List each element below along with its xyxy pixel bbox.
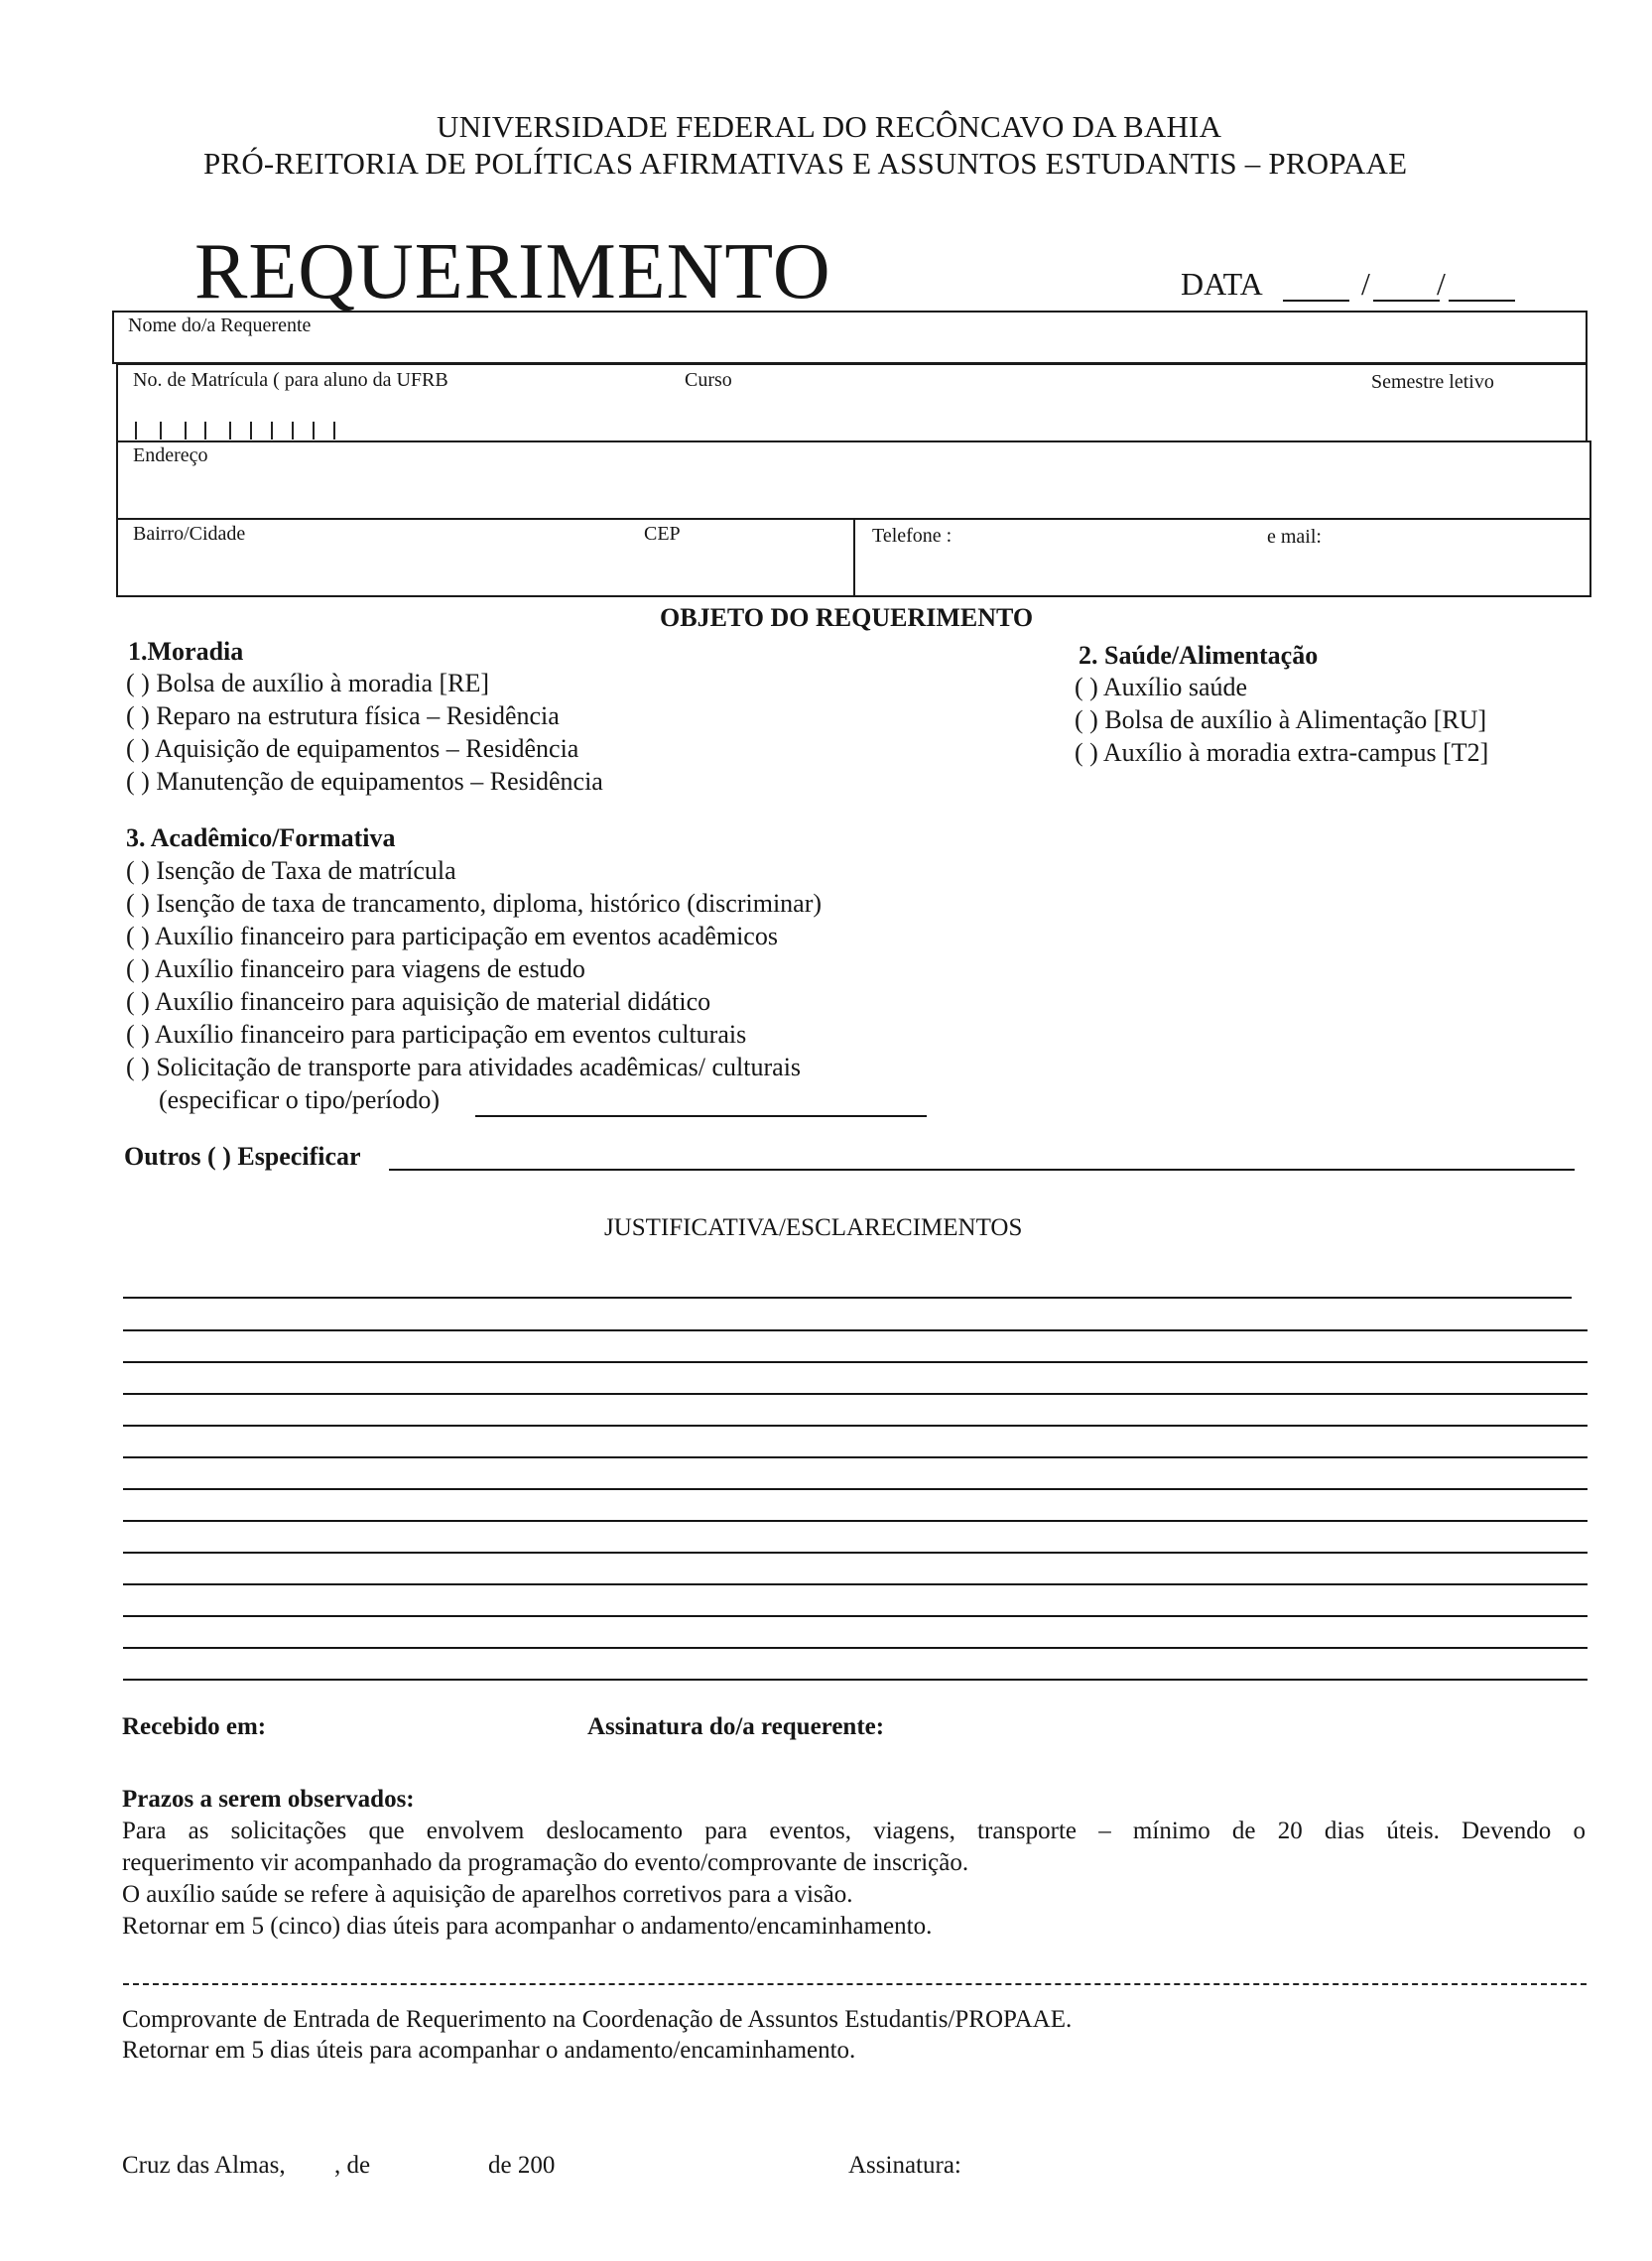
prazos-text: requerimento vir acompanhado da programação do evento/comprovante de inscrição.: [122, 1849, 969, 1876]
justificativa-heading: JUSTIFICATIVA/ESCLARECIMENTOS: [604, 1214, 1023, 1241]
outros-specify-blank[interactable]: [389, 1169, 1575, 1171]
checkbox-icon[interactable]: ( ): [126, 954, 150, 983]
day-separator: , de: [334, 2152, 371, 2179]
institution-name: UNIVERSIDADE FEDERAL DO RECÔNCAVO DA BAHIA: [437, 109, 1222, 144]
telefone-label: Telefone :: [872, 525, 953, 547]
department-name: PRÓ-REITORIA DE POLÍTICAS AFIRMATIVAS E ASSUNTOS ESTUDANTIS – PROPAAE: [203, 146, 1408, 181]
comprovante-text: Comprovante de Entrada de Requerimento na Coordenação de Assuntos Estudantis/PROPAAE.: [122, 2006, 1073, 2033]
section-academico-title: 3. Acadêmico/Formativa: [126, 823, 396, 852]
tear-off-divider: [123, 1983, 1587, 1985]
matricula-row: [116, 362, 1588, 442]
contact-row: [116, 518, 1591, 597]
assinatura-label: Assinatura:: [848, 2152, 961, 2179]
comprovante-return-text: Retornar em 5 dias úteis para acompanhar o andamento/encaminhamento.: [122, 2037, 856, 2064]
city-label: Cruz das Almas,: [122, 2152, 286, 2179]
option-bolsa-alimentacao[interactable]: ( ) Bolsa de auxílio à Alimentação [RU]: [1075, 705, 1487, 734]
option-manutencao-equip[interactable]: ( ) Manutenção de equipamentos – Residência: [126, 767, 603, 796]
option-material-didatico[interactable]: ( ) Auxílio financeiro para aquisição de material didático: [126, 987, 711, 1016]
curso-label: Curso: [685, 369, 732, 391]
column-divider: [853, 520, 855, 595]
checkbox-icon[interactable]: ( ): [1075, 673, 1098, 701]
option-viagens-estudo[interactable]: ( ) Auxílio financeiro para viagens de estudo: [126, 954, 585, 983]
matricula-label: No. de Matrícula ( para aluno da UFRB: [133, 369, 448, 391]
prazos-text: Retornar em 5 (cinco) dias úteis para acompanhar o andamento/encaminhamento.: [122, 1913, 933, 1940]
prazos-heading: Prazos a serem observados:: [122, 1786, 415, 1813]
checkbox-icon[interactable]: ( ): [126, 889, 150, 918]
email-label: e mail:: [1267, 526, 1322, 548]
date-day-blank[interactable]: [1283, 300, 1349, 302]
option-moradia-extra[interactable]: ( ) Auxílio à moradia extra-campus [T2]: [1075, 738, 1489, 767]
date-separator: /: [1361, 266, 1370, 302]
checkbox-icon[interactable]: ( ): [126, 856, 150, 885]
page-title: REQUERIMENTO: [194, 228, 831, 315]
endereco-label: Endereço: [133, 444, 208, 466]
checkbox-icon[interactable]: ( ): [126, 767, 150, 796]
option-transporte[interactable]: ( ) Solicitação de transporte para atividades acadêmicas/ culturais: [126, 1053, 802, 1081]
checkbox-icon[interactable]: ( ): [1075, 738, 1098, 767]
option-eventos-academicos[interactable]: ( ) Auxílio financeiro para participação em eventos acadêmicos: [126, 922, 778, 950]
specify-transport-label: (especificar o tipo/período): [159, 1085, 440, 1114]
name-field[interactable]: [112, 311, 1588, 364]
option-eventos-culturais[interactable]: ( ) Auxílio financeiro para participação em eventos culturais: [126, 1020, 747, 1049]
section-moradia-title: 1.Moradia: [128, 637, 244, 666]
checkbox-icon[interactable]: ( ): [126, 734, 150, 763]
prazos-text: O auxílio saúde se refere à aquisição de aparelhos corretivos para a visão.: [122, 1881, 853, 1908]
checkbox-icon[interactable]: ( ): [126, 669, 150, 697]
option-aquisicao-equip[interactable]: ( ) Aquisição de equipamentos – Residência: [126, 734, 579, 763]
bairro-label: Bairro/Cidade: [133, 523, 246, 545]
checkbox-icon[interactable]: ( ): [126, 1020, 150, 1049]
option-isencao-matricula[interactable]: ( ) Isenção de Taxa de matrícula: [126, 856, 456, 885]
year-prefix: de 200: [488, 2152, 556, 2179]
checkbox-icon[interactable]: ( ): [126, 922, 150, 950]
cep-label: CEP: [644, 523, 681, 545]
prazos-text: Para as solicitações que envolvem deslocamento para eventos, viagens, transporte – mínimo de 20 dias úteis. Devendo o: [122, 1818, 1586, 1844]
name-label: Nome do/a Requerente: [128, 314, 312, 336]
option-auxilio-saude[interactable]: ( ) Auxílio saúde: [1075, 673, 1248, 701]
option-isencao-trancamento[interactable]: ( ) Isenção de taxa de trancamento, diploma, histórico (discriminar): [126, 889, 823, 918]
date-year-blank[interactable]: [1449, 300, 1515, 302]
checkbox-icon[interactable]: ( ): [126, 1053, 150, 1081]
semestre-label: Semestre letivo: [1371, 371, 1494, 393]
recebido-label: Recebido em:: [122, 1713, 267, 1740]
checkbox-icon[interactable]: ( ): [1075, 705, 1098, 734]
specify-transport-blank[interactable]: [475, 1115, 927, 1117]
date-month-blank[interactable]: [1373, 300, 1440, 302]
option-reparo[interactable]: ( ) Reparo na estrutura física – Residência: [126, 701, 560, 730]
checkbox-icon[interactable]: ( ): [126, 701, 150, 730]
date-separator: /: [1437, 266, 1446, 302]
checkbox-icon[interactable]: ( ): [126, 987, 150, 1016]
objeto-heading: OBJETO DO REQUERIMENTO: [660, 603, 1034, 632]
section-saude-title: 2. Saúde/Alimentação: [1079, 641, 1319, 670]
option-bolsa-moradia[interactable]: ( ) Bolsa de auxílio à moradia [RE]: [126, 669, 490, 697]
assinatura-requerente-label: Assinatura do/a requerente:: [587, 1713, 885, 1740]
date-label: DATA: [1181, 266, 1263, 302]
outros-label: Outros ( ) Especificar: [124, 1142, 361, 1171]
endereco-field[interactable]: [116, 440, 1591, 520]
